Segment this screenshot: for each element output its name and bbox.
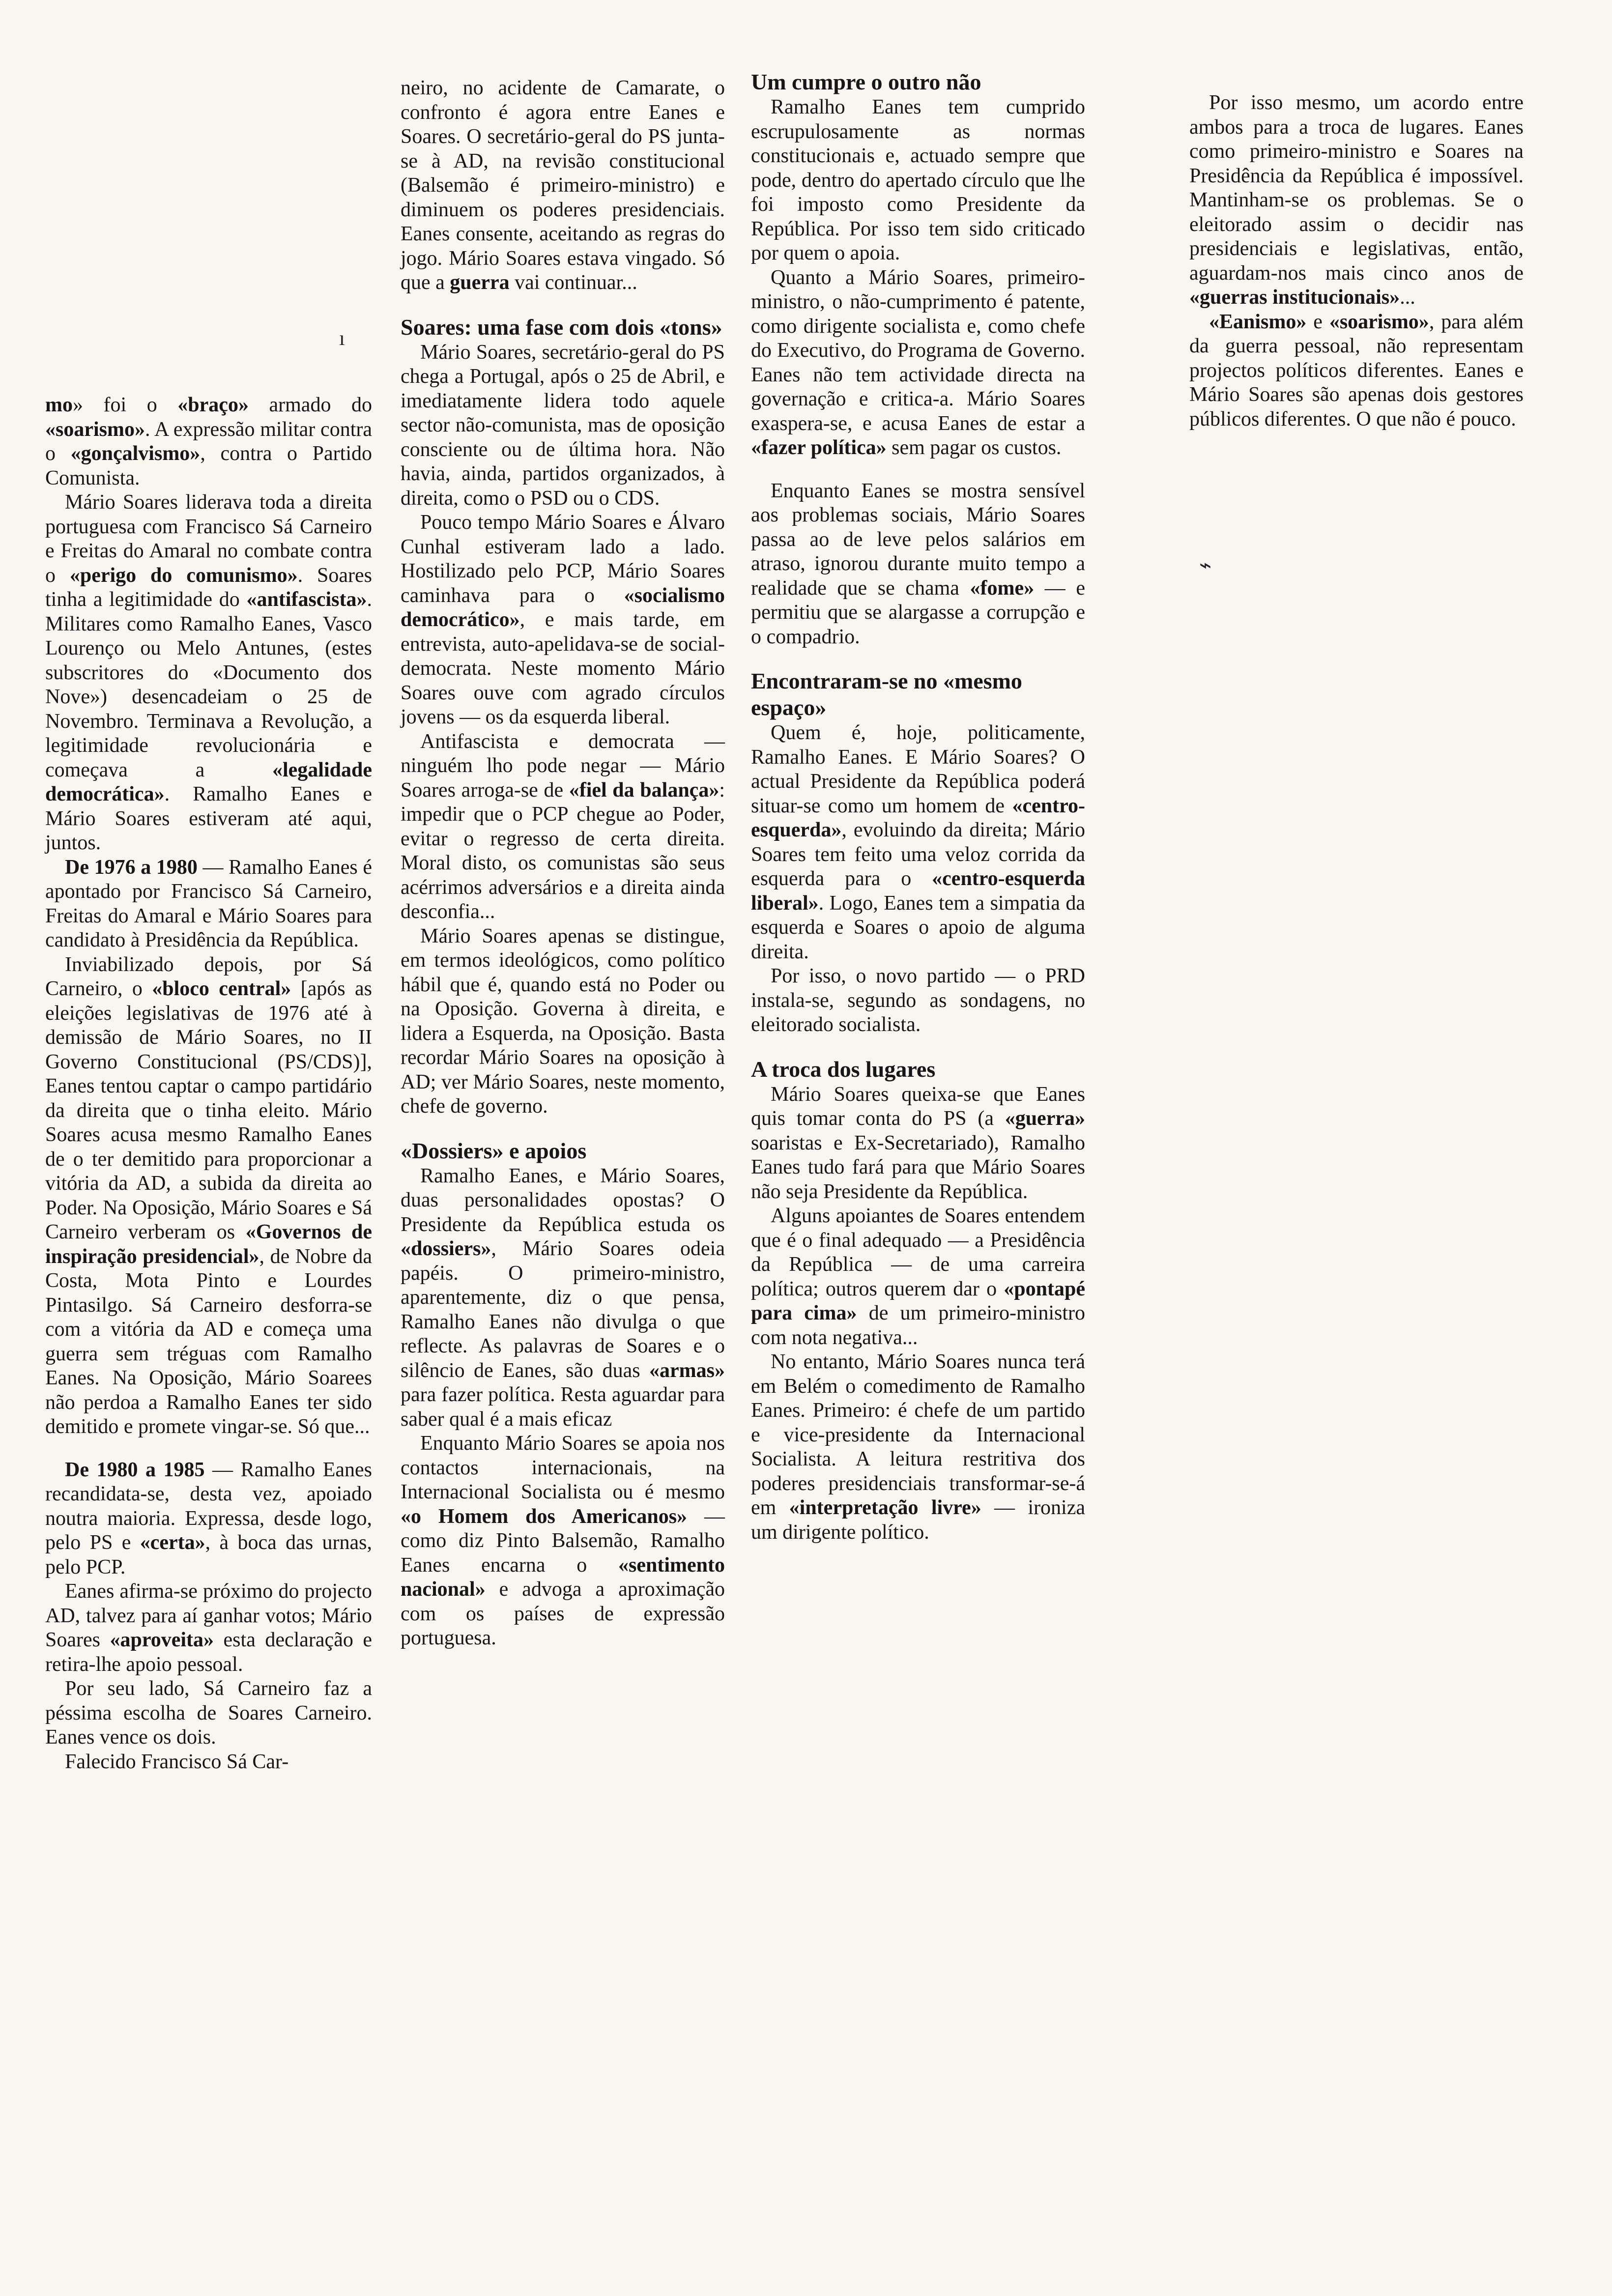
body-paragraph [401,76,725,295]
text-run: [após as eleições legislativas de 1976 até à demissão de Mário Soares, no II Governo Constitucional (PS/CDS)], Eanes tentou captar o campo partidário da direita que o tinha eleito. Mário Soares acusa mesmo Ramalho Eanes de o ter demitido para proporcionar a vitória da AD, a subida da direita ao Poder. Na Oposição, Mário Soares e Sá Carneiro verberam os [45,977,372,1243]
text-run: Antifascista e democrata — ninguém lho pode negar — Mário Soares arroga-se de [401,730,725,802]
text-run: : impedir que o PCP chegue ao Poder, evitar o regresso de certa direita. Moral disto, os comunistas são seus acérrimos adversários e a direita ainda desconfia... [401,778,725,923]
emphasis-text: «soarismo» [1329,310,1429,333]
body-paragraph [401,730,725,924]
text-run: , para além da guerra pessoal, não representam projectos políticos diferentes. Eanes e Mário Soares são apenas dois gestores públicos diferentes. O que não é pouco. [1189,310,1524,430]
emphasis-text: «fazer política» [751,436,887,459]
body-paragraph [45,1458,372,1580]
text-run: Por isso, o novo partido — o PRD instala-se, segundo as sondagens, no eleitorado socialista. [751,965,1085,1036]
body-paragraph [401,1432,725,1651]
text-run: soaristas e Ex-Secretariado), Ramalho Eanes tudo fará para que Mário Soares não seja Presidente da República. [751,1131,1085,1203]
body-paragraph [751,964,1085,1037]
text-run: — como diz Pinto Balsemão, Ramalho Eanes encarna o [401,1505,725,1577]
emphasis-text: «o Homem dos Americanos» [401,1505,688,1528]
body-paragraph [401,341,725,511]
body-paragraph [45,490,372,856]
emphasis-text: «legalidade democrática» [45,758,372,805]
text-run: esta declaração e retira-lhe apoio pessoal. [45,1629,372,1676]
text-run: para fazer política. Resta aguardar para saber qual é a mais eficaz [401,1383,725,1431]
body-paragraph [751,1083,1085,1205]
scan-speck: ı [339,327,345,350]
text-run: . Militares como Ramalho Eanes, Vasco Lourenço ou Melo Antunes, (estes subscritores do «Documento dos Nove») desencadeiam o 25 de Novembro. Terminava a Revolução, a legitimidade revolucionária e começava a [45,588,372,781]
text-run: Mário Soares apenas se distingue, em termos ideológicos, como político hábil que é, quando está no Poder ou na Oposição. Governa à direita, e lidera a Esquerda, na Oposição. Basta recordar Mário Soares na oposição à AD; ver Mário Soares, neste momento, chefe de governo. [401,924,725,1118]
body-paragraph [751,1204,1085,1350]
body-paragraph [751,721,1085,964]
text-run: , evoluindo da direita; Mário Soares tem feito uma veloz corrida da esquerda para o [751,819,1085,890]
text-run: . Logo, Eanes tem a simpatia da esquerda e Soares o apoio de alguma direita. [751,891,1085,963]
text-run: . A expressão militar contra o [45,418,372,465]
body-paragraph [1189,91,1524,310]
emphasis-text: «interpretação livre» [789,1496,981,1519]
text-run: Ramalho Eanes tem cumprido escrupulosamente as normas constitucionais e, actuado sempre que pode, dentro do apertado círculo que lhe foi imposto como Presidente da República. Por isso tem sido criticado por quem o apoia. [751,96,1085,264]
text-run: , e mais tarde, em entrevista, auto-apelidava-se de social-democrata. Neste momento Mário Soares ouve com agrado círculos jovens — os da esquerda liberal. [401,608,725,728]
text-run: Falecido Francisco Sá Car- [65,1750,289,1773]
body-paragraph [45,1579,372,1677]
text-run: Enquanto Eanes se mostra sensível aos problemas sociais, Mário Soares passa ao de leve pelos salários em atraso, ignorou durante muito tempo a realidade que se chama [751,479,1085,600]
emphasis-text: guerra [450,271,510,294]
emphasis-text: «certa» [140,1531,205,1554]
emphasis-text: De 1980 a 1985 [65,1458,205,1481]
text-run: ... [1400,286,1415,309]
emphasis-text: «fome» [970,576,1035,600]
emphasis-text: «guerra» [1005,1107,1085,1130]
body-paragraph [751,479,1085,650]
body-paragraph [1189,310,1524,432]
text-run: vai continuar... [509,271,637,294]
article-column-1 [45,393,372,1774]
emphasis-text: «perigo do comunismo» [69,564,298,587]
body-paragraph [401,511,725,730]
text-run: , contra o Partido Comunista. [45,442,372,489]
text-run: , à boca das urnas, pelo PCP. [45,1531,372,1578]
text-run: — Ramalho Eanes recandidata-se, desta vez, apoiado noutra maioria. Expressa, desde logo, pelo PS e [45,1458,372,1554]
text-run: , Mário Soares odeia papéis. O primeiro-ministro, aparentemente, diz o que pensa, Ramalho Eanes não divulga o que reflecte. As palavras de Soares e o silêncio de Eanes, são duas [401,1237,725,1382]
text-run: Enquanto Mário Soares se apoia nos contactos internacionais, na Internacional Socialista ou é mesmo [401,1432,725,1503]
emphasis-text: De 1976 a 1980 [65,856,198,879]
emphasis-text: «braço» [177,394,249,416]
section-heading: A troca dos lugares [751,1056,936,1082]
text-run: Pouco tempo Mário Soares e Álvaro Cunhal estiveram lado a lado. Hostilizado pelo PCP, Mário Soares caminhava para o [401,511,725,607]
emphasis-text: «centro-esquerda liberal» [751,867,1085,915]
text-run: neiro, no acidente de Camarate, o confronto é agora entre Eanes e Soares. O secretário-geral do PS junta-se à AD, na revisão constitucional (Balsemão é primeiro-ministro) e diminuem os poderes presidenciais. Eanes consente, aceitando as regras do jogo. Mário Soares estava vingado. Só que a [401,77,725,294]
section-heading: Soares: uma fase com dois «tons» [401,314,722,340]
body-paragraph [401,1164,725,1432]
article-column-4 [1189,91,1524,431]
text-run: Mário Soares liderava toda a direita portuguesa com Francisco Sá Carneiro e Freitas do Amaral no combate contra o [45,491,372,587]
body-paragraph [751,1350,1085,1545]
text-run: Alguns apoiantes de Soares entendem que é o final adequado — a Presidência da República — de uma carreira política; outros querem dar o [751,1205,1085,1300]
text-run: Eanes afirma-se próximo do projecto AD, talvez para aí ganhar votos; Mário Soares [45,1580,372,1651]
body-paragraph [751,95,1085,266]
article-column-2 [401,76,725,1651]
section-heading: Encontraram-se no «mesmo espaço» [751,668,1022,720]
text-run: » foi o [73,394,178,416]
text-run: — ironiza um dirigente político. [751,1496,1086,1544]
text-run: . Soares tinha a legitimidade do [45,564,372,611]
text-run: de um primeiro-ministro com nota negativa... [751,1302,1085,1349]
body-paragraph [45,1750,372,1775]
emphasis-text: «fiel da balança» [569,778,720,802]
body-paragraph [401,924,725,1119]
text-run: , de Nobre da Costa, Mota Pinto e Lourdes Pintasilgo. Sá Carneiro desforra-se com a vitória da AD e começa uma guerra sem tréguas com Ramalho Eanes. Na Oposição, Mário Soarees não perdoa a Ramalho Eanes ter sido demitido e promete vingar-se. Só que... [45,1245,372,1438]
emphasis-text: «aproveita» [110,1629,214,1651]
emphasis-text: «gonçalvismo» [70,442,201,465]
text-run: e advoga a aproximação com os países de expressão portuguesa. [401,1578,725,1649]
text-run: Mário Soares, secretário-geral do PS chega a Portugal, após o 25 de Abril, e imediatamente lidera todo aquele sector não-comunista, mas de oposição consciente ou de última hora. Não havia, ainda, partidos organizados, à direita, como o PSD ou o CDS. [401,341,725,510]
text-run: Quem é, hoje, politicamente, Ramalho Eanes. E Mário Soares? O actual Presidente da República poderá situar-se como um homem de [751,721,1085,817]
text-run: Quanto a Mário Soares, primeiro-ministro, o não-cumprimento é patente, como dirigente socialista e, como chefe do Executivo, do Programa de Governo. Eanes não tem actividade directa na governação e critica-a. Mário Soares exaspera-se, e acusa Eanes de estar a [751,266,1085,435]
emphasis-text: «dossiers» [401,1237,491,1260]
text-run: — Ramalho Eanes é apontado por Francisco Sá Carneiro, Freitas do Amaral e Mário Soares para candidato à Presidência da República. [45,856,372,951]
text-run: — e permitiu que se alargasse a corrupção e o compadrio. [751,576,1085,648]
body-paragraph [45,856,372,953]
text-run: Por isso mesmo, um acordo entre ambos para a troca de lugares. Eanes como primeiro-ministro e Soares na Presidência da República é impossível. Mantinham-se os problemas. Se o eleitorado assim o decidir nas presidenciais e legislativas, então, aguardam-nos mais cinco anos de [1189,91,1524,285]
text-run: e [1306,310,1329,333]
emphasis-text: «pontapé para cima» [751,1277,1085,1324]
emphasis-text: «Eanismo» [1209,310,1307,333]
text-run: Inviabilizado depois, por Sá Carneiro, o [45,953,372,1000]
emphasis-text: «bloco central» [152,977,291,1000]
emphasis-text: «centro-esquerda» [751,794,1085,841]
emphasis-text: «socialismo democrático» [401,584,725,631]
body-paragraph [45,953,372,1439]
body-paragraph [45,1677,372,1750]
section-heading: Um cumpre o outro não [751,69,981,94]
body-paragraph [45,393,372,490]
section-heading: «Dossiers» e apoios [401,1138,587,1163]
text-run: Por seu lado, Sá Carneiro faz a péssima escolha de Soares Carneiro. Eanes vence os dois. [45,1677,372,1749]
emphasis-text: «soarismo» [45,418,145,441]
emphasis-text: «armas» [649,1359,725,1382]
end-mark: ⌁ [1199,554,1212,577]
emphasis-text: «sentimento nacional» [401,1553,725,1601]
text-run: No entanto, Mário Soares nunca terá em Belém o comedimento de Ramalho Eanes. Primeiro: é chefe de um partido e vice-presidente da Internacional Socialista. A leitura restritiva dos poderes presidenciais transformar-se-á em [751,1350,1085,1519]
article-column-3 [751,69,1085,1545]
emphasis-text: «antifascista» [246,588,367,611]
emphasis-text: «guerras institucionais» [1189,286,1400,309]
text-run: armado do [248,394,372,416]
body-paragraph [751,266,1085,460]
text-run: Ramalho Eanes, e Mário Soares, duas personalidades opostas? O Presidente da República estuda os [401,1164,725,1236]
text-run: . Ramalho Eanes e Mário Soares estiveram até aqui, juntos. [45,783,372,854]
text-run: sem pagar os custos. [886,436,1062,459]
emphasis-text: mo [45,394,73,416]
text-run: Mário Soares queixa-se que Eanes quis tomar conta do PS (a [751,1083,1085,1130]
emphasis-text: «Governos de inspiração presidencial» [45,1221,372,1268]
